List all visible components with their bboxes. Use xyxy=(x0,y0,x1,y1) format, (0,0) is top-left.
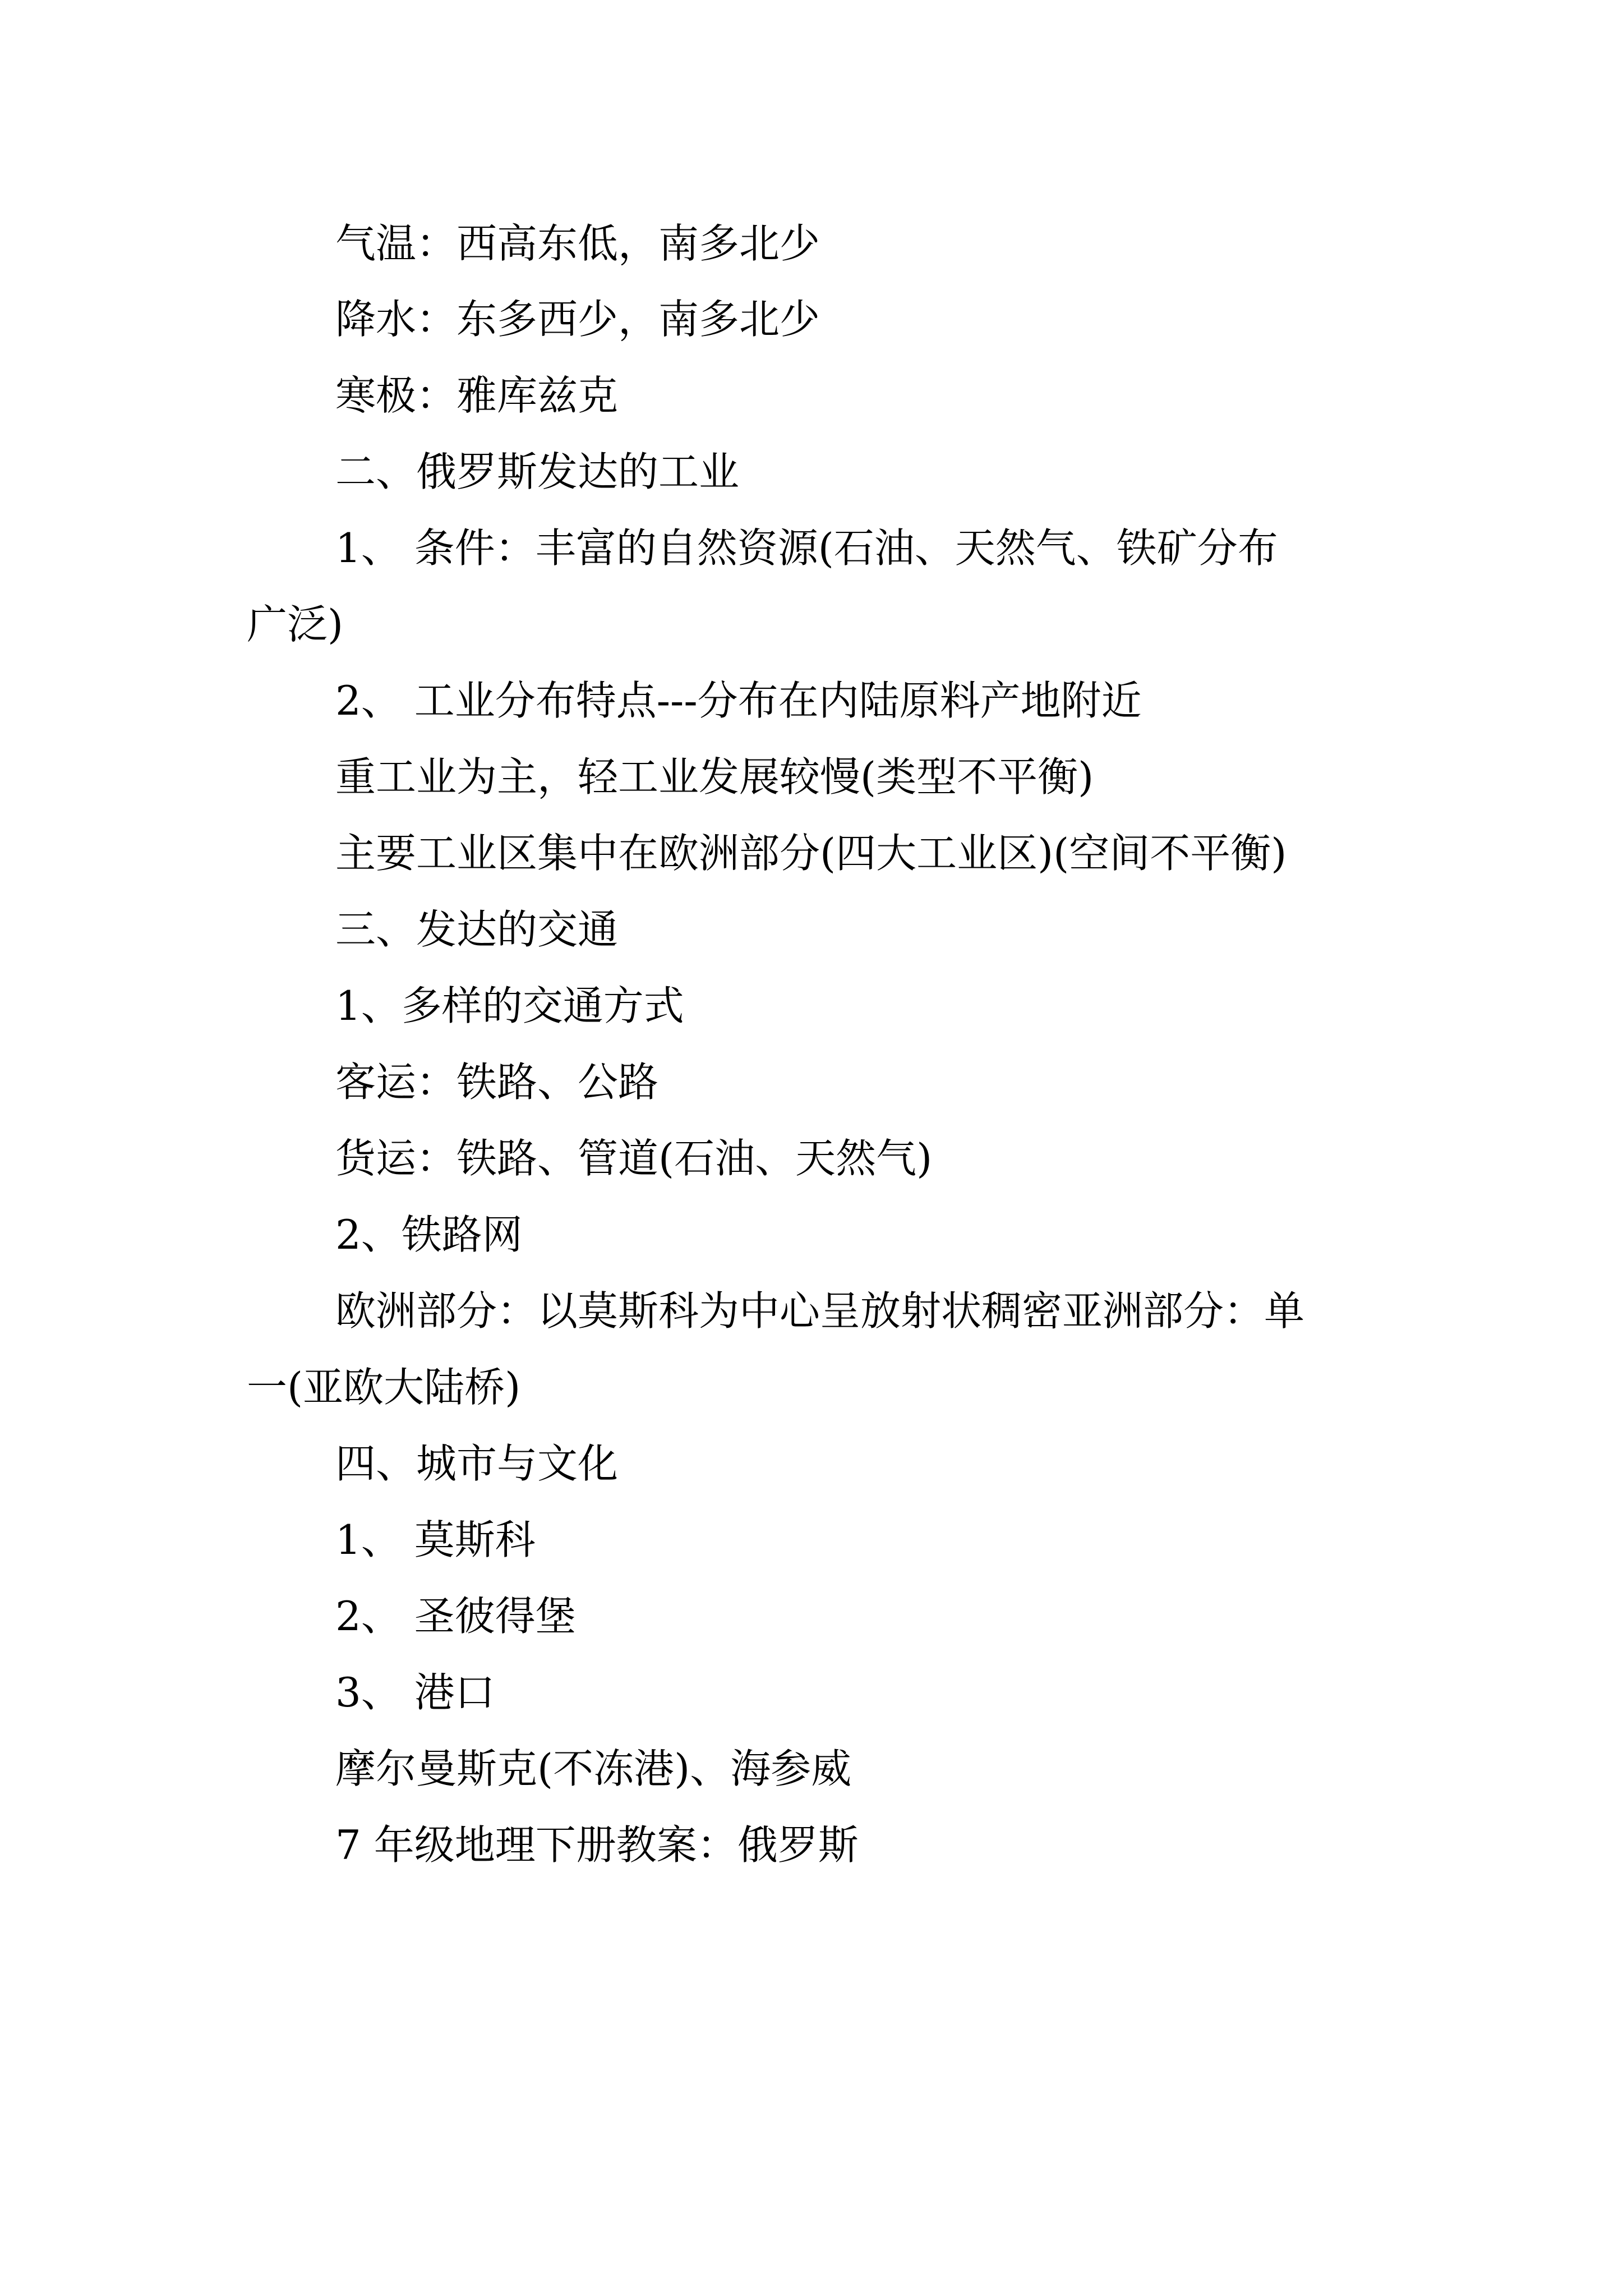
text-line: 客运：铁路、公路 xyxy=(335,1059,659,1106)
text-line: 欧洲部分：以莫斯科为中心呈放射状稠密亚洲部分：单 xyxy=(335,1287,1305,1335)
text-line: 气温：西高东低，南多北少 xyxy=(335,220,820,267)
section-heading: 二、俄罗斯发达的工业 xyxy=(335,448,740,495)
section-heading: 三、发达的交通 xyxy=(335,906,619,953)
text-line: 2、 工业分布特点---分布在内陆原料产地附近 xyxy=(335,677,1142,724)
text-line: 货运：铁路、管道(石油、天然气) xyxy=(335,1135,933,1182)
text-line: 2、铁路网 xyxy=(335,1211,523,1258)
section-heading: 四、城市与文化 xyxy=(335,1440,619,1487)
text-line: 降水：东多西少，南多北少 xyxy=(335,296,820,343)
text-line: 1、 莫斯科 xyxy=(335,1516,536,1563)
text-line: 7 年级地理下册教案：俄罗斯 xyxy=(335,1821,859,1869)
text-line: 摩尔曼斯克(不冻港)、海参威 xyxy=(335,1745,852,1792)
text-line: 1、 条件：丰富的自然资源(石油、天然气、铁矿分布 xyxy=(335,524,1278,572)
text-line: 2、 圣彼得堡 xyxy=(335,1593,576,1640)
text-line: 寒极：雅库兹克 xyxy=(335,372,619,419)
text-line: 3、 港口 xyxy=(335,1669,495,1716)
text-line: 广泛) xyxy=(247,601,344,648)
text-line: 1、多样的交通方式 xyxy=(335,982,684,1029)
text-line: 重工业为主，轻工业发展较慢(类型不平衡) xyxy=(335,753,1094,800)
text-line: 主要工业区集中在欧洲部分(四大工业区)(空间不平衡) xyxy=(335,830,1287,877)
text-line: 一(亚欧大陆桥) xyxy=(247,1364,521,1411)
